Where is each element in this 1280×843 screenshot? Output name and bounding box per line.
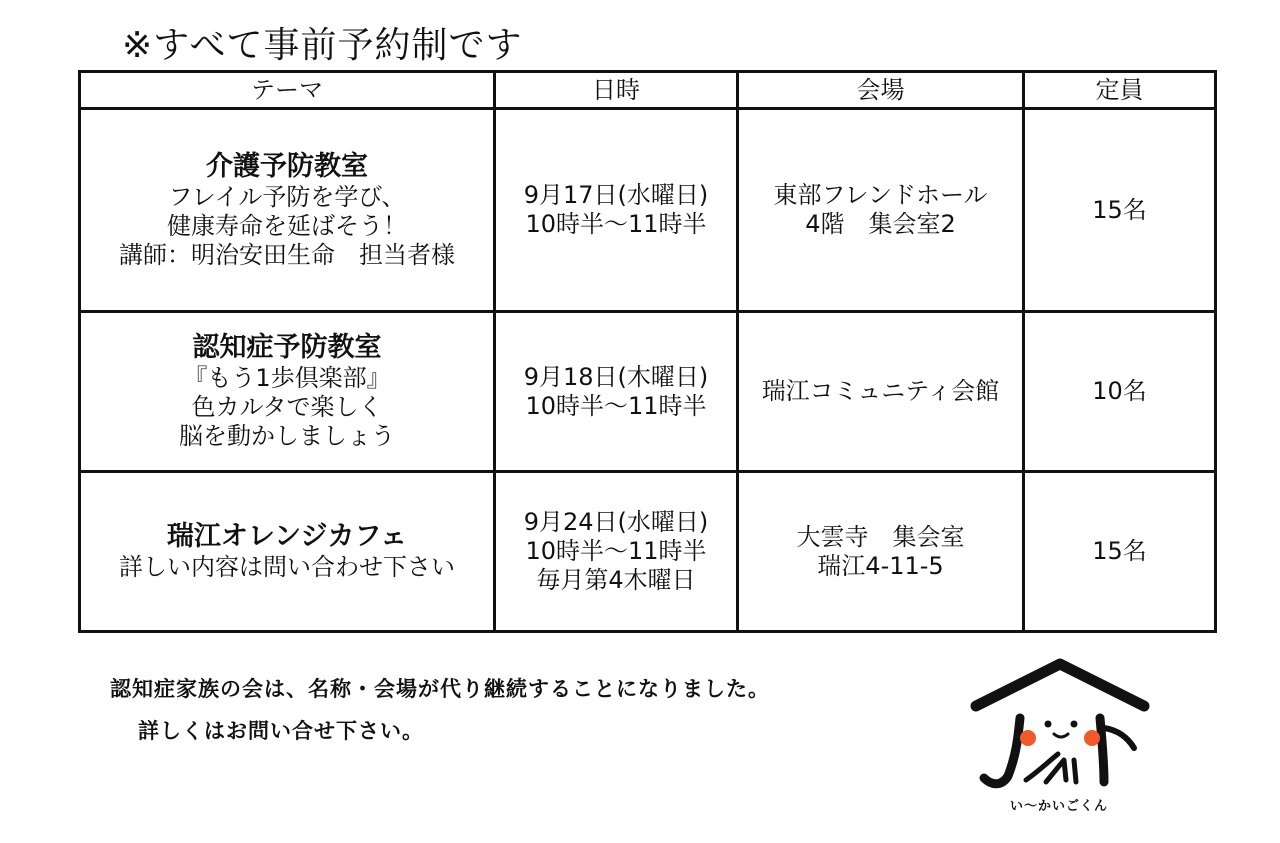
theme-cell — [80, 312, 495, 472]
venue-line: 瑞江コミュニティ会館 — [761, 377, 1000, 405]
time-text: 10時半～11時半 — [525, 210, 707, 238]
capacity-cell: 15名 — [1024, 472, 1216, 632]
theme-title: 介護予防教室 — [206, 150, 368, 182]
table-row — [80, 312, 1216, 472]
date-text: 9月24日(水曜日) — [523, 508, 709, 536]
venue-line: 東部フレンドホール — [773, 181, 988, 209]
table-header-row — [80, 72, 1216, 109]
theme-line: 『もう1歩倶楽部』 — [183, 364, 391, 392]
datetime-cell — [495, 109, 738, 312]
mascot-logo — [968, 658, 1150, 822]
capacity-cell: 15名 — [1024, 109, 1216, 312]
header-venue: 会場 — [738, 72, 1024, 109]
venue-line: 瑞江4-11-5 — [817, 551, 944, 580]
theme-line: 色カルタで楽しく — [191, 393, 383, 421]
header-theme: テーマ — [80, 72, 495, 109]
inquiry-note: 詳しくはお問い合せ下さい。 — [138, 719, 424, 743]
schedule-table — [78, 70, 1217, 633]
theme-line: 健康寿命を延ばそう！ — [167, 211, 407, 240]
theme-line: 脳を動かしましょう — [179, 422, 395, 450]
venue-line: 大雲寺 集会室 — [796, 522, 965, 551]
theme-title: 認知症予防教室 — [192, 332, 382, 363]
theme-title: 瑞江オレンジカフェ — [166, 521, 408, 552]
family-group-note: 認知症家族の会は、名称・会場が代り継続することになりました。 — [110, 677, 770, 701]
date-text: 9月18日(木曜日) — [523, 362, 709, 391]
table-row — [80, 109, 1216, 312]
schedule-text: 毎月第4木曜日 — [536, 566, 696, 594]
table-row — [80, 472, 1216, 632]
venue-cell — [738, 109, 1024, 312]
theme-line: フレイル予防を学び、 — [168, 182, 406, 211]
venue-cell — [738, 312, 1024, 472]
capacity-cell: 10名 — [1024, 312, 1216, 472]
theme-line: 詳しい内容は問い合わせ下さい — [119, 553, 455, 581]
mascot-name: い～かいごくん — [1009, 799, 1108, 814]
datetime-cell — [495, 312, 738, 472]
time-text: 10時半～11時半 — [525, 391, 707, 420]
theme-cell — [80, 472, 495, 632]
venue-line: 4階 集会室2 — [805, 210, 956, 238]
mascot-house-icon — [968, 658, 1150, 798]
datetime-cell — [495, 472, 738, 632]
page-heading: ※すべて事前予約制です — [122, 25, 523, 66]
header-datetime: 日時 — [495, 72, 738, 109]
date-text: 9月17日(水曜日) — [523, 181, 709, 209]
venue-cell — [738, 472, 1024, 632]
theme-cell — [80, 109, 495, 312]
time-text: 10時半～11時半 — [525, 537, 707, 565]
theme-line: 講師：明治安田生命 担当者様 — [119, 240, 455, 269]
header-capacity: 定員 — [1024, 72, 1216, 109]
